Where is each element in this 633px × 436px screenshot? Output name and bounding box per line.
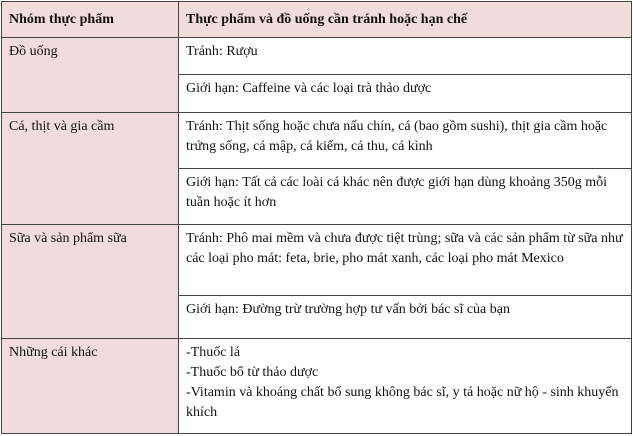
header-foods-to-avoid: Thực phẩm và đồ uống cần tránh hoặc hạn chế	[179, 2, 632, 38]
item-cell-others	[179, 338, 632, 433]
table-row	[2, 113, 632, 169]
list-item: -Thuốc bổ từ thảo dược	[186, 364, 319, 380]
table-row	[2, 224, 632, 295]
item-cell: Giới hạn: Caffeine và các loại trà thảo dược	[179, 74, 632, 113]
table-row	[2, 338, 632, 433]
group-cell-others: Những cái khác	[2, 338, 179, 433]
header-row	[2, 2, 632, 38]
item-cell: Tránh: Rượu	[179, 38, 632, 75]
group-cell-drinks: Đồ uống	[2, 38, 179, 113]
list-item: -Vitamin và khoáng chất bổ sung không bác sĩ, y tá hoặc nữ hộ - sinh khuyến khích	[186, 384, 619, 420]
header-food-group: Nhóm thực phẩm	[2, 2, 179, 38]
table-row	[2, 38, 632, 75]
group-cell-fish-meat-poultry: Cá, thịt và gia cầm	[2, 113, 179, 225]
food-restriction-table	[1, 1, 632, 434]
item-cell: Giới hạn: Đường trừ trường hợp tư vấn bởi bác sĩ của bạn	[179, 295, 632, 338]
group-cell-dairy: Sữa và sản phẩm sữa	[2, 224, 179, 338]
list-item: -Thuốc lá	[186, 344, 241, 360]
item-cell: Tránh: Thịt sống hoặc chưa nấu chín, cá (bao gồm sushi), thịt gia cầm hoặc trứng sống, cá mập, cá kiếm, cá thu, cá kình	[179, 113, 632, 169]
item-cell: Tránh: Phô mai mềm và chưa được tiệt trùng; sữa và các sản phẩm từ sữa như các loại pho mát: feta, brie, pho mát xanh, các loại pho mát Mexico	[179, 224, 632, 295]
item-cell: Giới hạn: Tất cả các loài cá khác nên được giới hạn dùng khoảng 350g mỗi tuần hoặc ít hơn	[179, 168, 632, 224]
